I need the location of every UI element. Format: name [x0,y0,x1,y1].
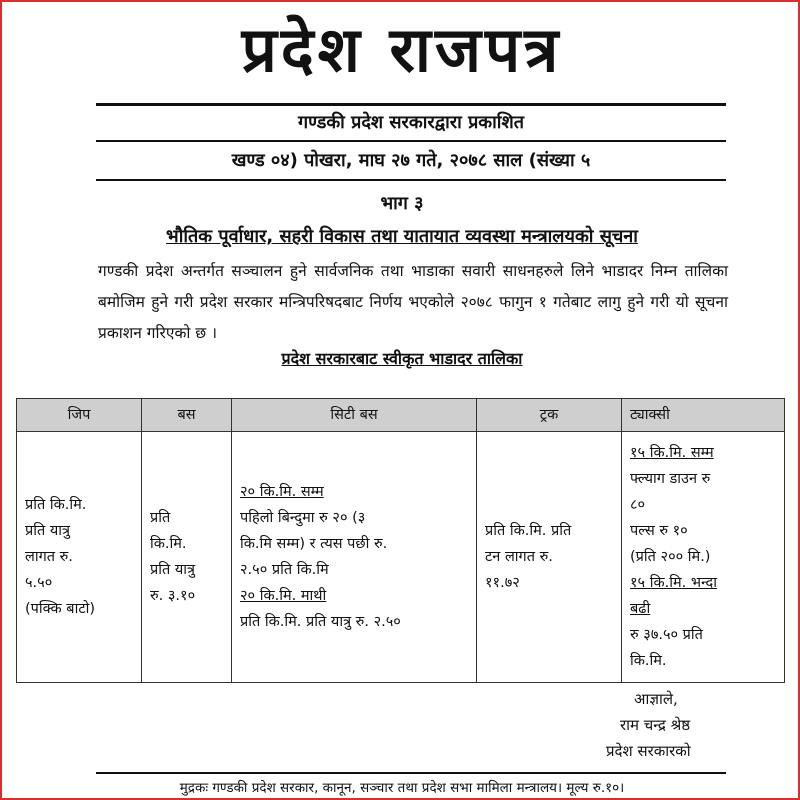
fare-table-title: प्रदेश सरकारबाट स्वीकृत भाडादर तालिका [281,349,523,368]
header-taxi: ट्याक्सी [622,399,785,432]
city-bus-fare-line: २० कि.मि. माथी [240,588,327,604]
bus-fare-line: प्रति यात्रु [150,562,196,578]
taxi-fare-line: (प्रति २०० मि.) [630,549,711,565]
bus-fare-line: प्रति [150,510,171,526]
city-bus-fare-line: कि.मि सम्म) र त्यस पछी रु. [240,536,388,552]
fare-table-row [17,432,785,683]
taxi-fare-line: फ्ल्याग डाउन रु [630,471,711,487]
jeep-fare-line: लागत रु. [25,549,73,565]
bus-fare-cell [142,432,232,683]
city-bus-fare-line: २० कि.मि. सम्म [240,484,324,500]
signoff-block [598,686,798,764]
top-rule [96,103,726,106]
notice-title: भौतिक पूर्वाधार, सहरी विकास तथा यातायात व्यवस्था मन्त्रालयको सूचना [166,226,638,247]
truck-fare-line: प्रति कि.मि. प्रति [485,523,572,539]
header-truck: ट्रक [477,399,622,432]
header-city-bus: सिटी बस [232,399,477,432]
taxi-fare-line: रु ३७.५० प्रति [630,627,703,643]
fare-table-header-row [17,399,785,432]
signoff-office: प्रदेश सरकारको [606,742,691,760]
taxi-fare-line: ८० [630,497,646,513]
footer-printer-line: मुद्रकः गण्डकी प्रदेश सरकार, कानून, सञ्चार तथा प्रदेश सभा मामिला मन्त्रालय। मूल्य रु.१०। [179,780,625,796]
truck-fare-line: टन लागत रु. [485,549,553,565]
signoff-name: राम चन्द्र श्रेष्ठ [620,716,691,734]
publisher-line: गण्डकी प्रदेश सरकारद्वारा प्रकाशित [298,112,524,133]
jeep-fare-line: (पक्कि बाटो) [25,601,96,617]
jeep-fare-cell [17,432,142,683]
city-bus-fare-cell [232,432,477,683]
masthead-title: प्रदेश राजपत्र [241,13,563,86]
middle-rule [96,140,726,142]
jeep-fare-line: ५.५० [25,575,53,591]
taxi-fare-line: १५ कि.मि. भन्दा [630,575,717,591]
bus-fare-line: रु. ३.१० [150,588,196,604]
taxi-fare-line: १५ कि.मि. सम्म [630,445,714,461]
city-bus-fare-line: २.५० प्रति कि.मि [240,562,329,578]
issue-rule [96,179,726,181]
footer-rule [96,772,726,774]
issue-line: खण्ड ०४) पोखरा, माघ २७ गते, २०७८ साल (संख्या ५ [231,150,591,171]
taxi-fare-cell [622,432,785,683]
jeep-fare-line: प्रति कि.मि. [25,497,87,513]
bus-fare-line: कि.मि. [150,536,187,552]
signoff-by-order: आज्ञाले, [634,690,678,708]
notice-body: गण्डकी प्रदेश अन्तर्गत सञ्चालन हुने सार्वजनिक तथा भाडाका सवारी साधनहरुले लिने भाडादर निम्न तालिका बमोजिम हुने गरी प्रदेश सरकार मन्त्रिपरिषदबाट निर्णय भएकोले २०७८ फागुन १ गतेबाट लागु हुने गरी यो सूचना प्रकाशन गरिएको छ । [98,262,728,342]
city-bus-fare-line: प्रति कि.मि. प्रति यात्रु रु. २.५० [240,614,401,630]
taxi-fare-line: पल्स रु १० [630,523,688,539]
city-bus-fare-line: पहिलो बिन्दुमा रु २० (३ [240,510,366,526]
truck-fare-cell [477,432,622,683]
fare-table [16,398,785,683]
part-heading: भाग ३ [380,193,424,214]
header-bus: बस [142,399,232,432]
header-jeep: जिप [17,399,142,432]
jeep-fare-line: प्रति यात्रु [25,523,71,539]
truck-fare-line: ११.७२ [485,575,520,591]
taxi-fare-line: बढी [630,601,651,617]
taxi-fare-line: कि.मि. [630,653,667,669]
